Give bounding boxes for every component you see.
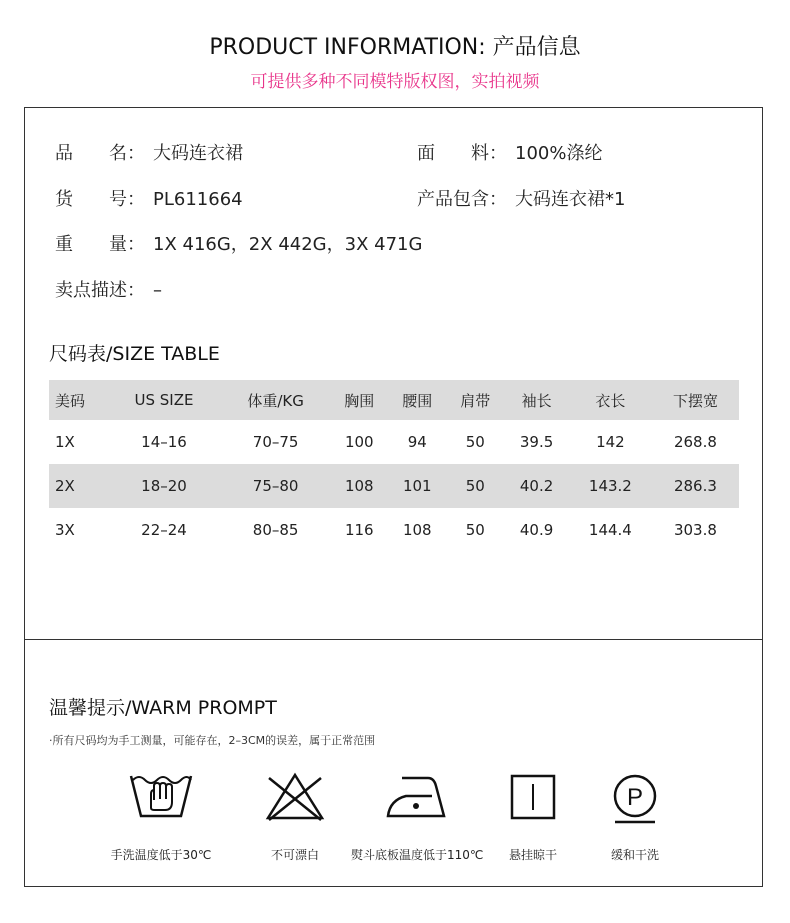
table-cell: 268.8 [673,433,717,451]
product-name-label: 品 名： [55,143,145,164]
product-name-row [55,139,243,165]
table-cell: 80–85 [252,521,299,539]
no-bleach-icon [263,772,327,822]
table-cell: 14–16 [141,433,187,451]
table-cell: 18–20 [107,464,221,508]
table-cell: 286.3 [652,464,739,508]
size-table-title: 尺码表/SIZE TABLE [49,343,220,365]
table-cell: 108 [330,464,388,508]
warm-prompt-note: ·所有尺码均为手工测量，可能存在，2–3CM的误差，属于正常范围 [49,734,376,747]
care-item-iron [351,772,484,863]
sku-row [55,185,243,211]
table-cell: 144.4 [588,521,632,539]
sku-value: PL611664 [153,189,243,210]
fabric-label: 面 料： [417,143,507,164]
hand-wash-icon [129,772,193,822]
table-cell: 75–80 [221,464,330,508]
table-row [49,508,739,552]
size-table-header: 下摆宽 [652,380,739,420]
svg-text:P: P [626,784,644,811]
care-label: 缓和干洗 [610,848,659,862]
table-cell: 40.2 [504,464,569,508]
table-row [49,464,739,508]
size-table-header: 体重/KG [221,380,330,420]
table-cell: 70–75 [252,433,299,451]
table-cell: 303.8 [673,521,717,539]
hang-dry-icon [501,772,565,822]
size-table-header: 袖长 [504,380,569,420]
table-cell: 142 [596,433,625,451]
fabric-row [417,139,602,165]
table-cell: 50 [465,521,485,539]
care-label: 不可漂白 [270,848,319,862]
section-divider [25,639,762,640]
care-item-hand-wash [96,772,226,863]
iron-icon [384,772,448,822]
size-table [49,380,739,552]
package-label: 产品包含： [417,189,507,210]
sku-label: 货 号： [55,189,145,210]
fabric-value: 100%涤纶 [515,143,603,164]
care-label: 熨斗底板温度低于110℃ [351,848,484,862]
care-label: 手洗温度低于30℃ [110,848,212,862]
table-cell: 50 [465,433,485,451]
table-cell: 143.2 [569,464,652,508]
table-cell: 3X [55,521,75,539]
table-cell: 100 [344,433,374,451]
care-item-gentle-dry-clean [570,772,700,863]
size-table-header-row [49,380,739,420]
size-table-header: 衣长 [569,380,652,420]
care-item-no-bleach [230,772,360,863]
package-value: 大码连衣裙*1 [515,189,626,210]
selling-point-label: 卖点描述： [55,280,145,301]
table-cell: 22–24 [141,521,187,539]
table-cell: 2X [49,464,107,508]
size-table-header: 胸围 [330,380,388,420]
table-cell: 50 [446,464,504,508]
care-label: 悬挂晾干 [508,848,557,862]
size-table-header: 腰围 [388,380,446,420]
selling-point-value: – [153,280,162,301]
table-row [49,420,739,464]
table-cell: 101 [388,464,446,508]
size-table-header: US SIZE [107,380,221,420]
table-cell: 116 [344,521,374,539]
table-cell: 94 [407,433,427,451]
weight-value: 1X 416G，2X 442G，3X 471G [153,234,423,255]
table-cell: 40.9 [519,521,554,539]
page-subtitle: 可提供多种不同模特版权图，实拍视频 [250,72,540,92]
table-cell: 39.5 [519,433,554,451]
warm-prompt-title: 温馨提示/WARM PROMPT [49,697,277,719]
package-row [417,185,625,211]
table-cell: 108 [402,521,432,539]
size-table-header: 肩带 [446,380,504,420]
gentle-dry-clean-icon [603,772,667,828]
weight-label: 重 量： [55,234,145,255]
product-name-value: 大码连衣裙 [153,143,243,164]
table-cell: 1X [55,433,75,451]
info-panel [24,107,763,887]
page-title: PRODUCT INFORMATION: 产品信息 [209,35,581,60]
weight-row [55,230,422,256]
selling-point-row [55,276,162,302]
size-table-header: 美码 [49,380,107,420]
